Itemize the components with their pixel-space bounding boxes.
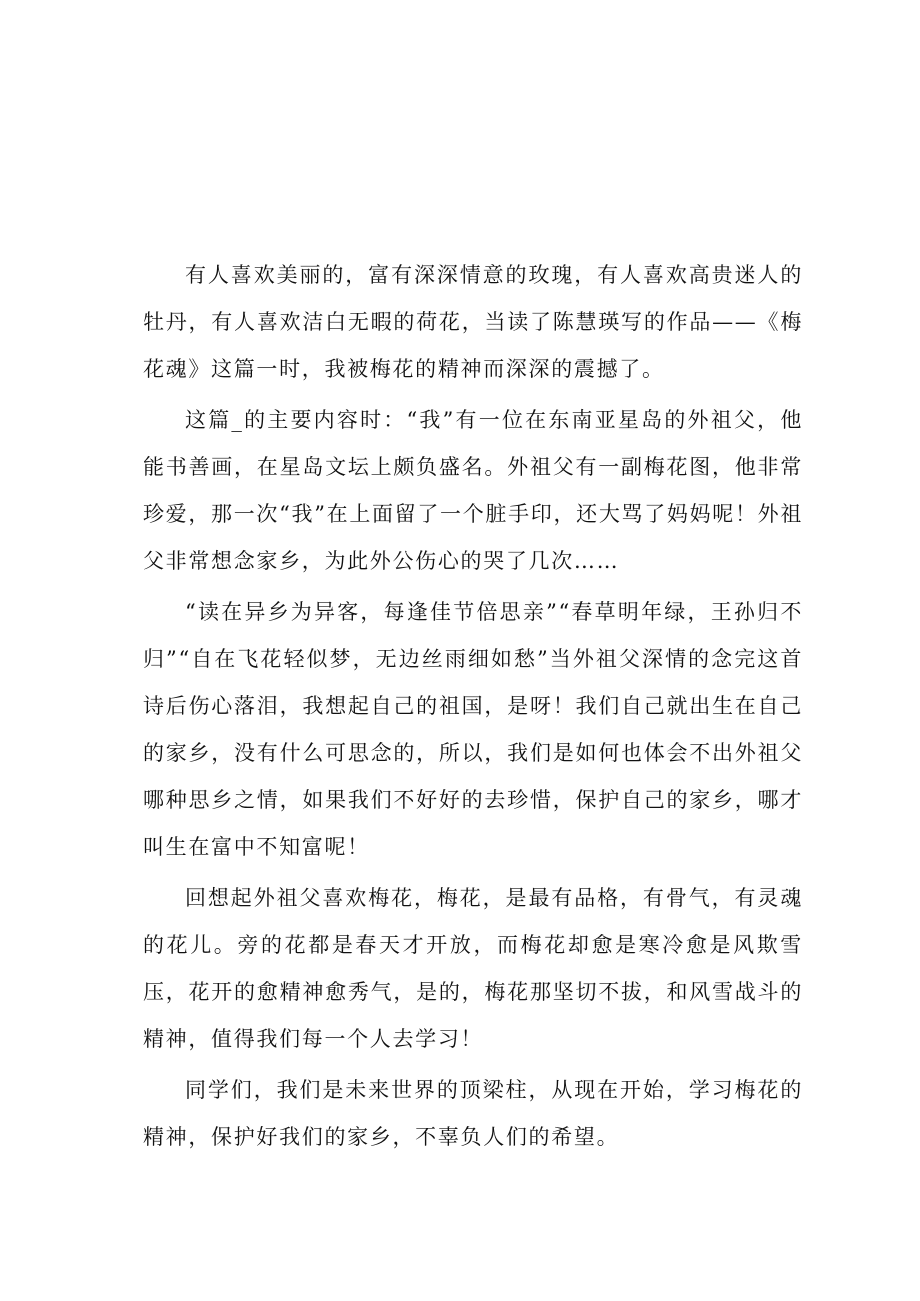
document-body [143,252,803,1161]
paragraph-1: 有人喜欢美丽的，富有深深情意的玫瑰，有人喜欢高贵迷人的牡丹，有人喜欢洁白无暇的荷花，当读了陈慧瑛写的作品——《梅花魂》这篇一时，我被梅花的精神而深深的震撼了。 [143,263,803,381]
paragraph-5: 同学们，我们是未来世界的顶梁柱，从现在开始，学习梅花的精神，保护好我们的家乡，不辜负人们的希望。 [143,1078,803,1149]
paragraph-3: “读在异乡为异客，每逢佳节倍思亲”“春草明年绿，王孙归不归”“自在飞花轻似梦，无边丝雨细如愁”当外祖父深情的念完这首诗后伤心落泪，我想起自己的祖国，是呀！我们自己就出生在自己的家乡，没有什么可思念的，所以，我们是如何也体会不出外祖父哪种思乡之情，如果我们不好好的去珍惜，保护自己的家乡，哪才叫生在富中不知富呢！ [143,600,803,859]
paragraph-2: 这篇_的主要内容时：“我”有一位在东南亚星岛的外祖父，他能书善画，在星岛文坛上颇负盛名。外祖父有一副梅花图，他非常珍爱，那一次“我”在上面留了一个脏手印，还大骂了妈妈呢！外祖父非常想念家乡，为此外公伤心的哭了几次…… [143,408,803,573]
paragraph-4: 回想起外祖父喜欢梅花，梅花，是最有品格，有骨气，有灵魂的花儿。旁的花都是春天才开放，而梅花却愈是寒冷愈是风欺雪压，花开的愈精神愈秀气，是的，梅花那坚切不拔，和风雪战斗的精神，值得我们每一个人去学习！ [143,886,803,1051]
